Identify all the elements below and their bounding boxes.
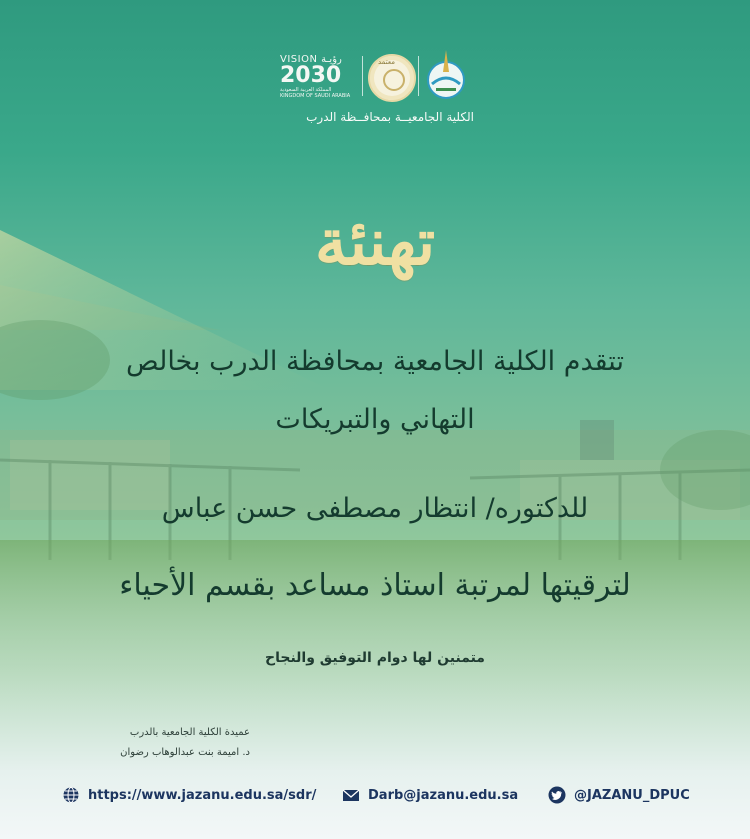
accreditation-seal: معتمد xyxy=(368,54,416,102)
logo-separator xyxy=(362,56,363,96)
vision-2030-logo: VISION رؤيـة 2030 المملكة العربية السعودية KINGDOM OF SAUDI ARABIA xyxy=(280,54,351,99)
promotion-line: لترقيتها لمرتبة استاذ مساعد بقسم الأحياء xyxy=(119,568,631,603)
logos-group xyxy=(278,44,474,132)
logo-separator xyxy=(418,56,419,96)
signature-name: د. اميمة بنت عبدالوهاب رضوان xyxy=(120,747,250,758)
website-text: https://www.jazanu.edu.sa/sdr/ xyxy=(88,787,317,803)
recipient-name: للدكتوره/ انتظار مصطفى حسن عباس xyxy=(161,493,589,524)
wishes-line: متمنين لها دوام التوفيق والنجاح xyxy=(265,650,485,666)
website-link[interactable] xyxy=(62,786,316,804)
twitter-text: @JAZANU_DPUC xyxy=(574,787,690,803)
message-line-1: تتقدم الكلية الجامعية بمحافظة الدرب بخالص xyxy=(126,346,624,377)
twitter-icon xyxy=(548,786,566,804)
email-text: Darb@jazanu.edu.sa xyxy=(368,787,519,803)
contact-footer xyxy=(0,780,750,810)
college-name: الكلية الجامعيــة بمحافــظة الدرب xyxy=(306,110,474,124)
message-line-2: التهاني والتبريكات xyxy=(275,404,475,435)
congratulations-title: تهنئة xyxy=(314,205,436,280)
signature-title: عميدة الكلية الجامعية بالدرب xyxy=(129,727,250,738)
twitter-link[interactable] xyxy=(548,786,690,804)
mail-icon xyxy=(342,786,360,804)
university-logo xyxy=(424,46,468,100)
email-link[interactable] xyxy=(342,786,518,804)
globe-icon xyxy=(62,786,80,804)
